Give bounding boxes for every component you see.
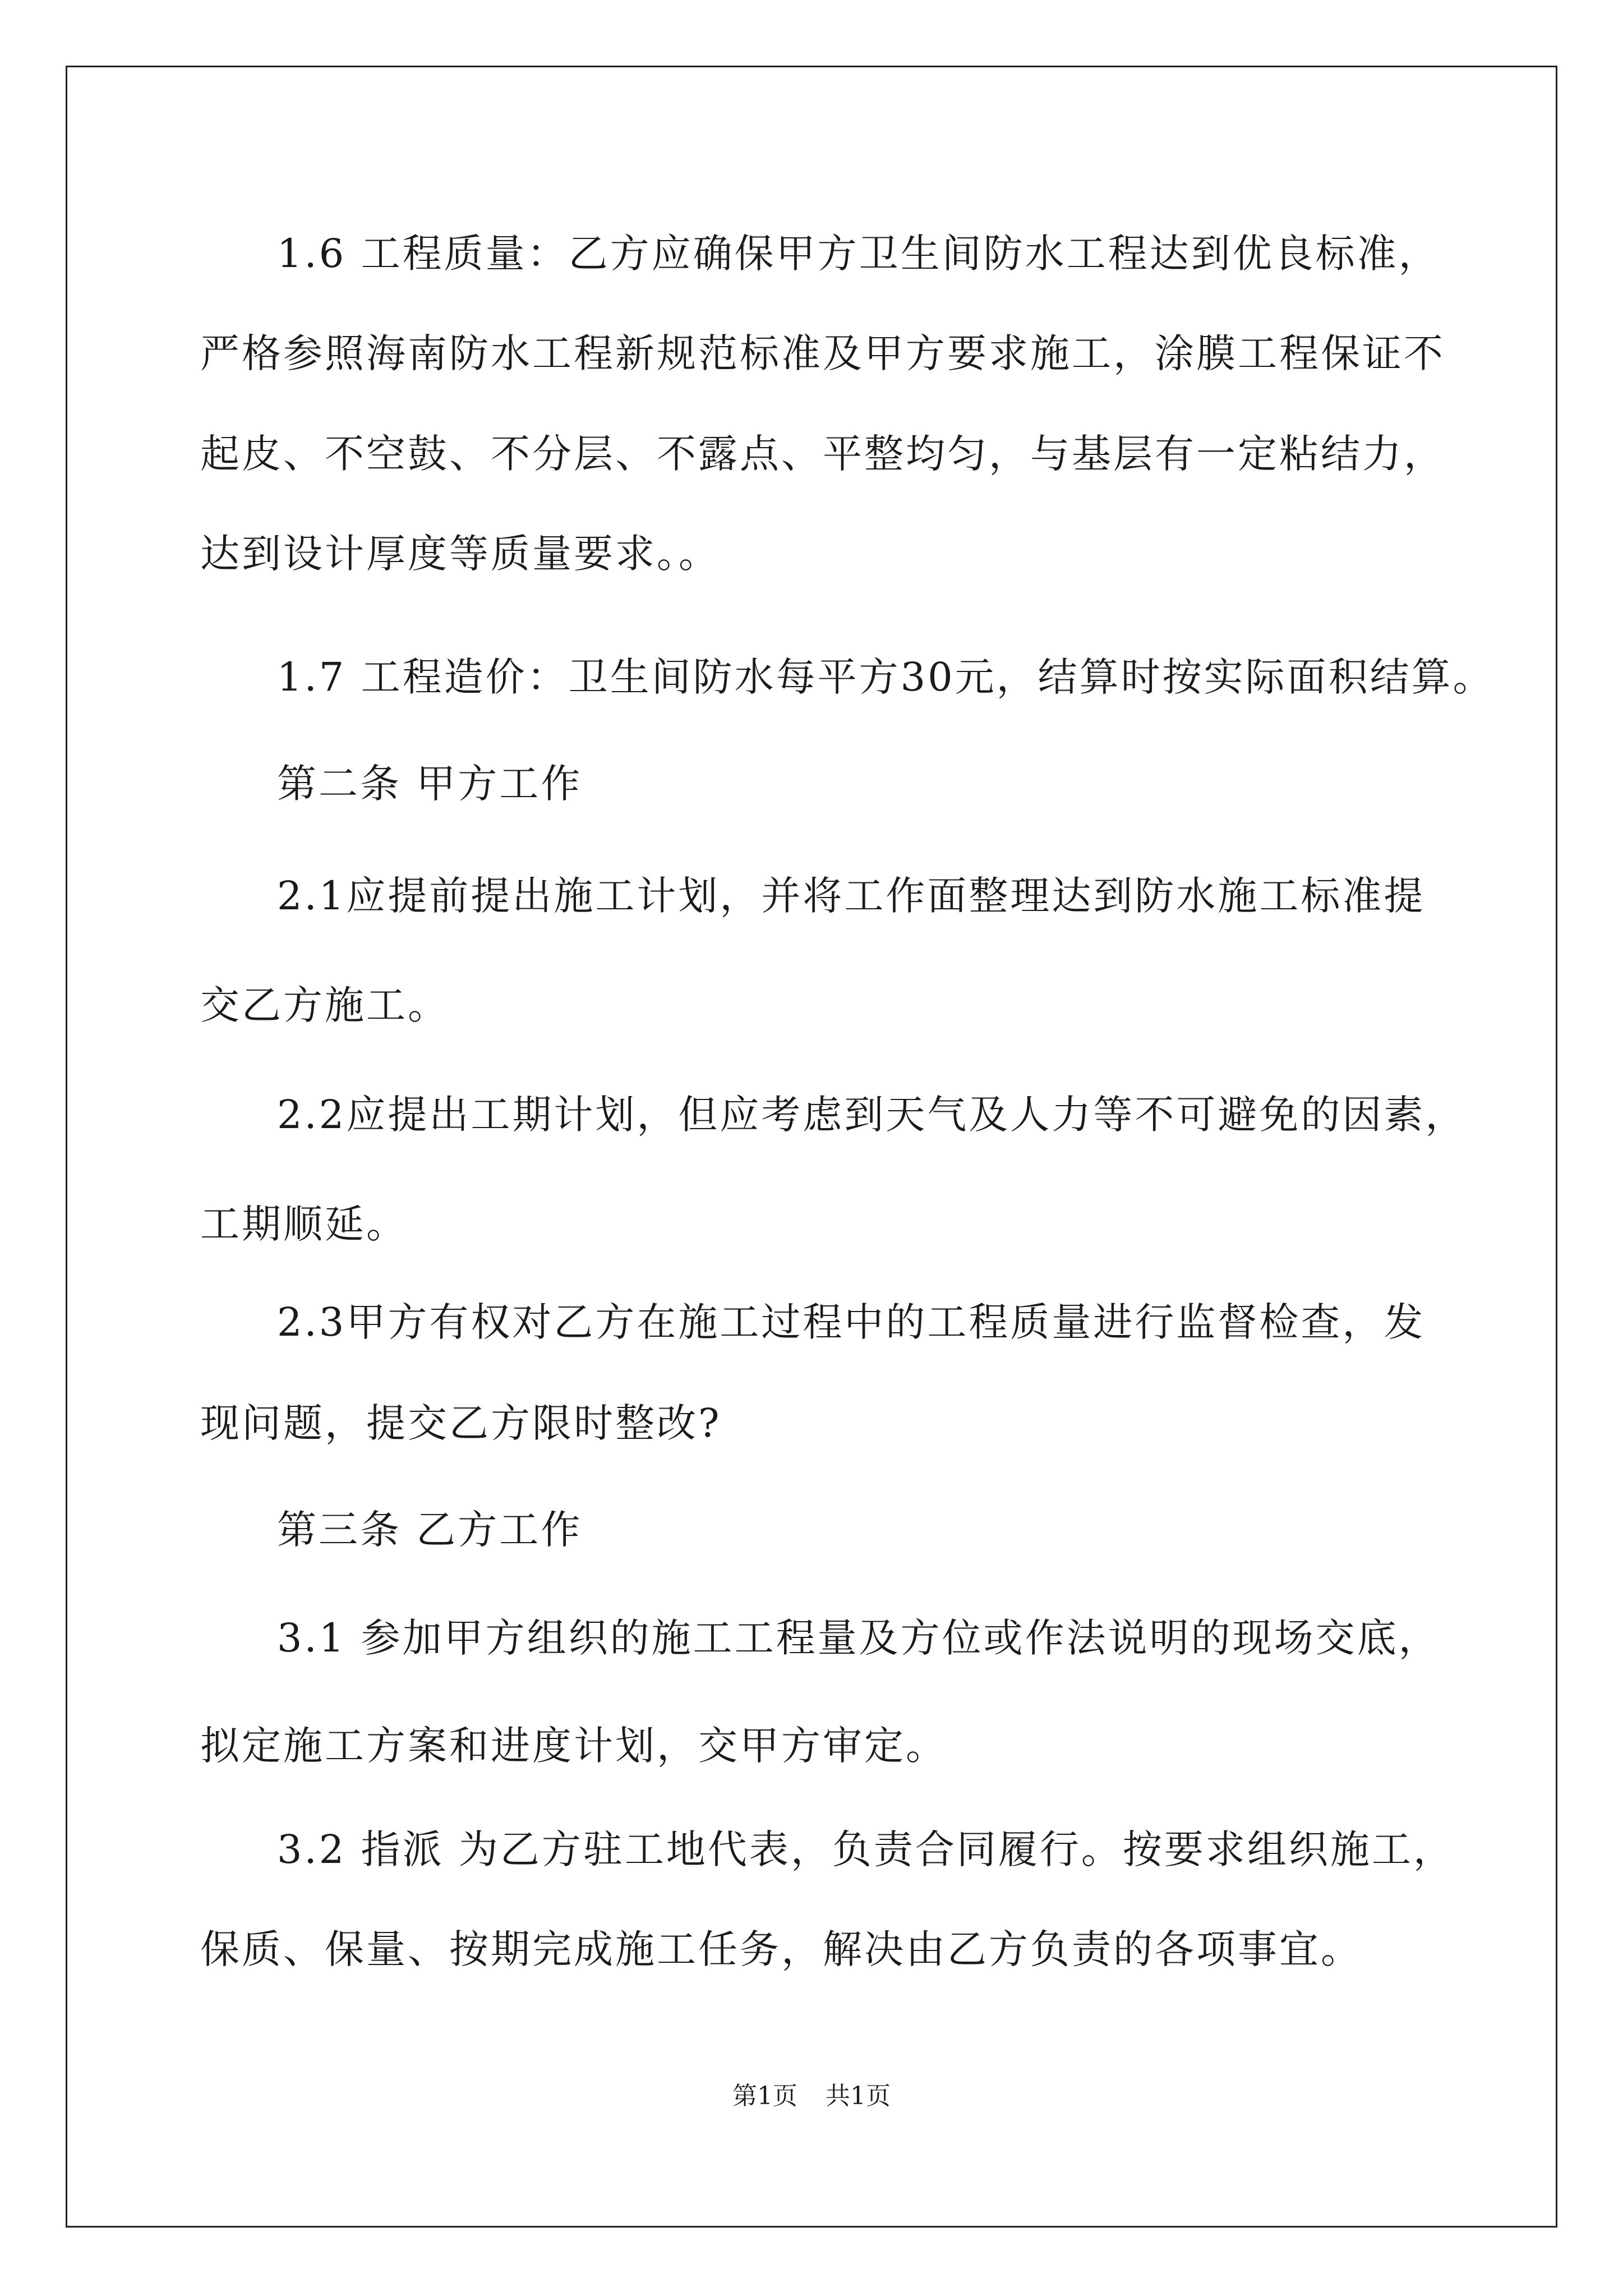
page-footer [0, 2084, 1623, 2109]
paragraph-line: 1.7 工程造价：卫生间防水每平方30元，结算时按实际面积结算。 [277, 654, 1495, 700]
paragraph-line: 2.1应提前提出施工计划，并将工作面整理达到防水施工标准提 [277, 873, 1426, 919]
paragraph-line: 严格参照海南防水工程新规范标准及甲方要求施工，涂膜工程保证不 [200, 330, 1445, 376]
paragraph-line: 1.6 工程质量：乙方应确保甲方卫生间防水工程达到优良标准， [277, 231, 1440, 277]
paragraph-line: 起皮、不空鼓、不分层、不露点、平整均匀，与基层有一定粘结力， [200, 431, 1445, 477]
page-number-current: 第1页 [732, 2082, 797, 2110]
paragraph-line: 2.2应提出工期计划，但应考虑到天气及人力等不可避免的因素， [277, 1092, 1467, 1138]
paragraph-line: 保质、保量、按期完成施工任务，解决由乙方负责的各项事宜。 [200, 1926, 1362, 1972]
paragraph-line: 3.2 指派 为乙方驻工地代表，负责合同履行。按要求组织施工， [277, 1826, 1455, 1872]
page-border [66, 66, 1557, 2228]
paragraph-line: 工期顺延。 [200, 1201, 408, 1247]
paragraph-line: 交乙方施工。 [200, 982, 449, 1028]
paragraph-line: 达到设计厚度等质量要求。。 [200, 531, 720, 577]
paragraph-line: 3.1 参加甲方组织的施工工程量及方位或作法说明的现场交底， [277, 1615, 1440, 1661]
section-heading: 第二条 甲方工作 [277, 761, 583, 807]
paragraph-line: 2.3甲方有权对乙方在施工过程中的工程质量进行监督检查，发 [277, 1299, 1426, 1345]
page-number-total: 共1页 [826, 2082, 891, 2110]
paragraph-line: 现问题，提交乙方限时整改? [200, 1400, 722, 1446]
paragraph-line: 拟定施工方案和进度计划，交甲方审定。 [200, 1723, 947, 1769]
section-heading: 第三条 乙方工作 [277, 1507, 583, 1553]
